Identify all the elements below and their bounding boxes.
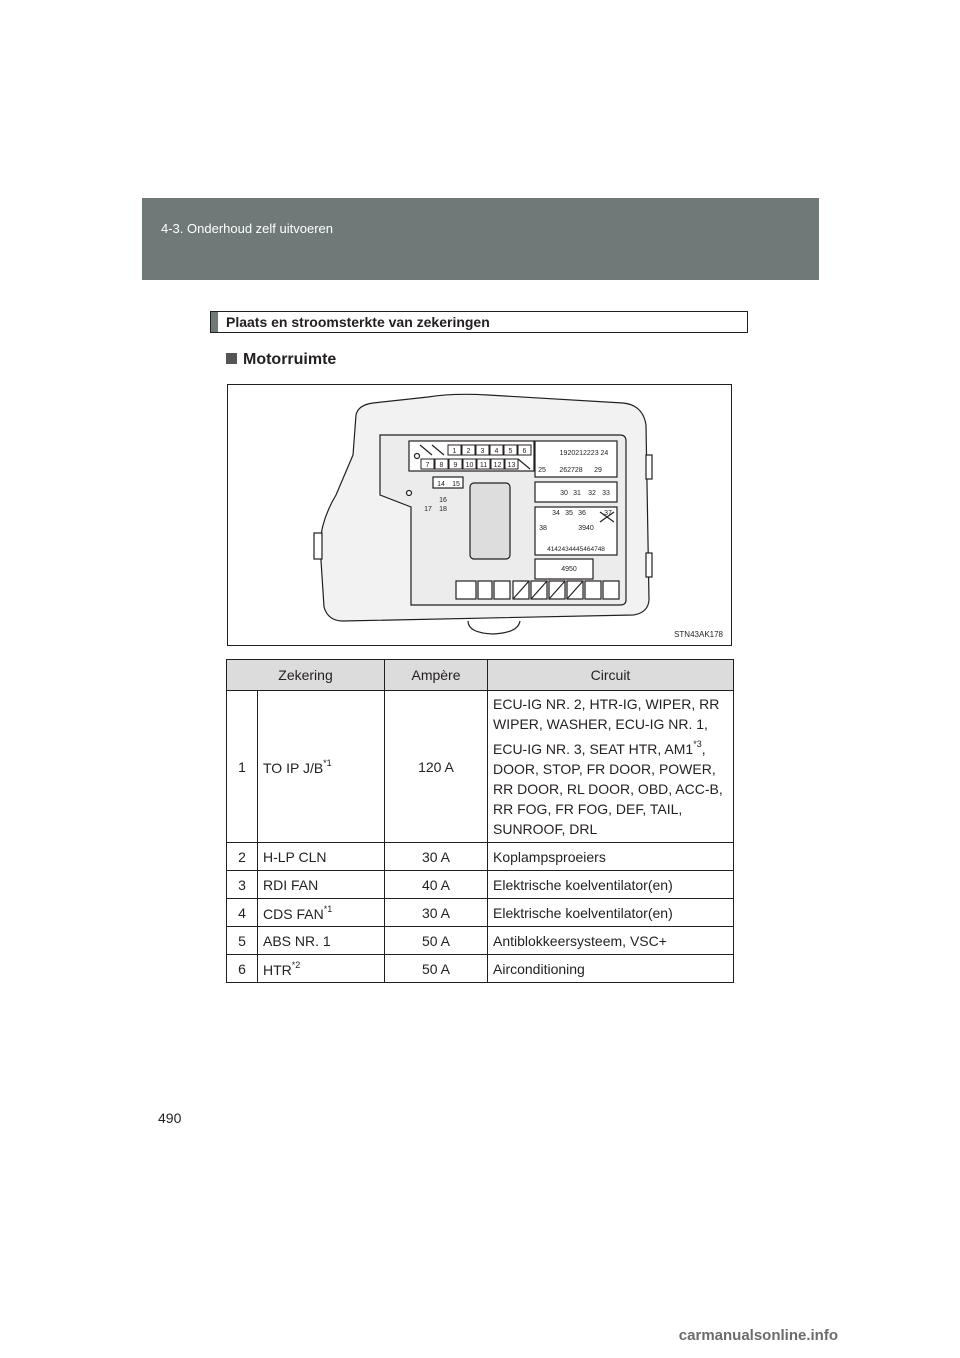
- fuse-label: 3: [480, 448, 485, 455]
- section-title: Plaats en stroomsterkte van zekeringen: [226, 314, 490, 330]
- fuse-circuit: Elektrische koelventilator(en): [488, 871, 734, 899]
- fuse-circuit: Airconditioning: [488, 955, 734, 983]
- column-header: Ampère: [385, 660, 488, 691]
- fuse-number: 4: [227, 899, 258, 927]
- fuse-name-text: HTR: [263, 961, 292, 978]
- figure-code: STN43AK178: [674, 630, 723, 639]
- section-heading-bar: [211, 312, 218, 332]
- fuse-label: 2: [466, 448, 471, 455]
- fuse-number: 5: [227, 927, 258, 955]
- column-header: Circuit: [488, 660, 734, 691]
- fuse-label: 33: [602, 490, 610, 497]
- fuse-number: 6: [227, 955, 258, 983]
- fuse-label: 5: [508, 448, 513, 455]
- fuse-label: 17: [424, 506, 432, 513]
- fuse-label: 38: [539, 525, 547, 532]
- fuse-label: 1: [452, 448, 457, 455]
- fuse-table: [226, 659, 734, 983]
- fuse-label: 6: [522, 448, 527, 455]
- fuse-number: 1: [227, 691, 258, 843]
- fuse-row-2: [421, 459, 518, 469]
- fuse-name: [258, 843, 385, 871]
- fuse-name: [258, 927, 385, 955]
- circuit-text: , DOOR, STOP, FR DOOR, POWER, RR DOOR, RL DOOR, OBD, ACC-B, RR FOG, FR FOG, DEF, TAIL, SUNROOF, DRL: [493, 741, 723, 837]
- table-row: [227, 927, 734, 955]
- table-row: [227, 843, 734, 871]
- fuse-label: 32: [588, 490, 596, 497]
- fuse-label: 37: [604, 510, 612, 517]
- fuse-number: 2: [227, 843, 258, 871]
- table-row: [227, 955, 734, 983]
- fuse-box-diagram: [228, 385, 731, 645]
- fuse-name-text: TO IP J/B: [263, 759, 324, 776]
- fuse-label: 262728: [559, 467, 583, 474]
- fuse-label: 4142434445464748: [547, 546, 605, 553]
- fuse-amperage: 50 A: [385, 955, 488, 983]
- fuse-amperage: 40 A: [385, 871, 488, 899]
- fuse-label: 18: [439, 506, 447, 513]
- circuit-text: ECU-IG NR. 2, HTR-IG, WIPER, RR WIPER, WASHER, ECU-IG NR. 1, ECU-IG NR. 3, SEAT HTR, AM1: [493, 696, 720, 757]
- fuse-label: 4950: [561, 566, 577, 573]
- fuse-name: [258, 899, 385, 927]
- fuse-name-text: RDI FAN: [263, 876, 319, 893]
- square-bullet-icon: [226, 353, 237, 364]
- table-row: [227, 691, 734, 843]
- fuse-amperage: 120 A: [385, 691, 488, 843]
- footnote-marker: *2: [291, 959, 301, 970]
- footnote-marker: *3: [693, 739, 702, 749]
- fuse-number: 3: [227, 871, 258, 899]
- column-header: Zekering: [227, 660, 385, 691]
- chapter-title: 4-3. Onderhoud zelf uitvoeren: [161, 221, 333, 236]
- fuse-name-text: ABS NR. 1: [263, 932, 331, 949]
- fuse-label: 35: [565, 510, 573, 517]
- fuse-name: [258, 691, 385, 843]
- fuse-name-text: CDS FAN: [263, 905, 324, 922]
- watermark: carmanualsonline.info: [678, 1327, 838, 1344]
- fuse-label: 36: [578, 510, 586, 517]
- fuse-label: 29: [594, 467, 602, 474]
- footnote-marker: *1: [323, 903, 333, 914]
- fuse-amperage: 30 A: [385, 843, 488, 871]
- fuse-label: 8: [439, 462, 444, 469]
- fuse-label: 34: [552, 510, 560, 517]
- fuse-label: 1920212223 24: [559, 450, 609, 457]
- fuse-label: 30: [560, 490, 568, 497]
- subheading: [226, 351, 336, 369]
- fuse-name-text: H-LP CLN: [263, 848, 327, 865]
- fuse-name: [258, 955, 385, 983]
- table-row: [227, 871, 734, 899]
- page-number: 490: [158, 1110, 182, 1126]
- fuse-circuit: Antiblokkeersysteem, VSC+: [488, 927, 734, 955]
- fuse-amperage: 50 A: [385, 927, 488, 955]
- fuse-label: 31: [573, 490, 581, 497]
- fuse-circuit: [488, 691, 734, 843]
- fuse-row-1: [448, 445, 531, 455]
- fuse-name: [258, 871, 385, 899]
- chapter-header: [142, 198, 819, 280]
- fuse-box-figure: [227, 384, 732, 646]
- table-header-row: [227, 660, 734, 691]
- fuse-label: 25: [538, 467, 546, 474]
- fuse-circuit: Elektrische koelventilator(en): [488, 899, 734, 927]
- fuse-amperage: 30 A: [385, 899, 488, 927]
- fuse-circuit: Koplampsproeiers: [488, 843, 734, 871]
- fuse-label: 16: [439, 497, 447, 504]
- fuse-label: 12: [493, 462, 502, 469]
- subheading-text: Motorruimte: [243, 351, 337, 368]
- fuse-label: 11: [479, 462, 488, 469]
- fuse-label: 9: [453, 462, 458, 469]
- table-row: [227, 899, 734, 927]
- fuse-label: 13: [507, 462, 516, 469]
- fuse-label: 4: [494, 448, 499, 455]
- footnote-marker: *1: [323, 757, 332, 768]
- fuse-label: 10: [465, 462, 474, 469]
- fuse-label: 7: [425, 462, 430, 469]
- fuse-label: 15: [452, 481, 460, 488]
- fuse-label: 14: [437, 481, 445, 488]
- fuse-label: 3940: [578, 525, 594, 532]
- section-heading-box: [210, 311, 748, 333]
